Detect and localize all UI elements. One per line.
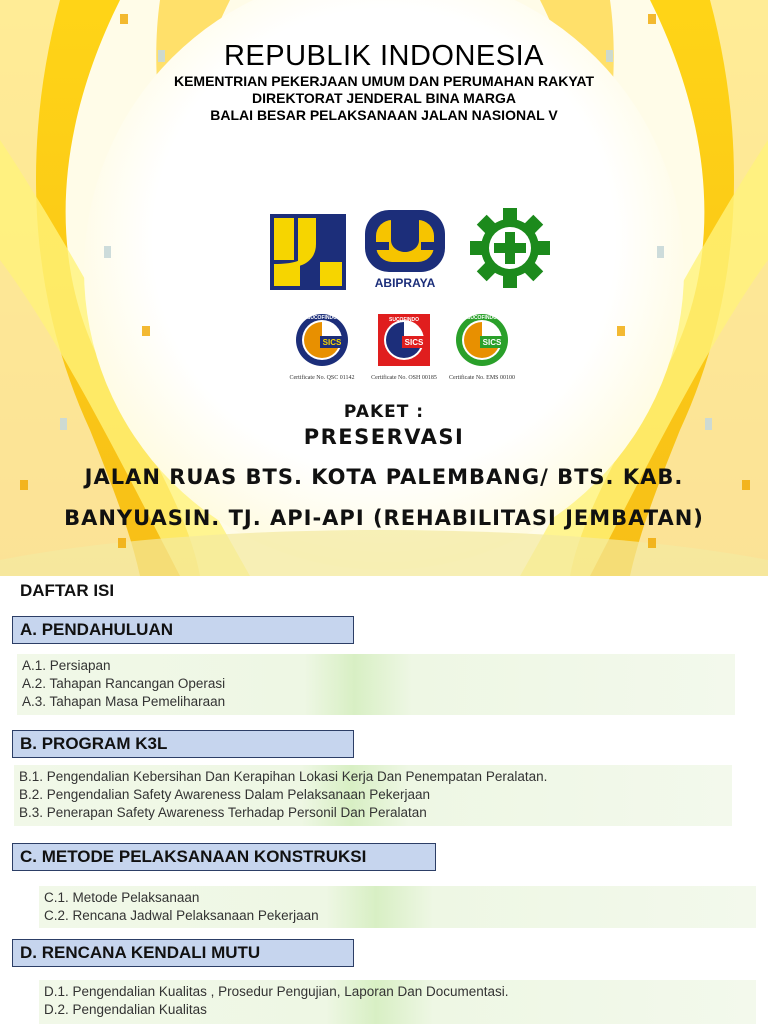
certificate-qsc: [282, 312, 362, 381]
list-item: A.1. Persiapan: [22, 658, 111, 673]
abipraya-logo-icon: [361, 208, 449, 292]
package-route-line-1: JALAN RUAS BTS. KOTA PALEMBANG/ BTS. KAB.: [84, 465, 684, 489]
office-line: BALAI BESAR PELAKSANAAN JALAN NASIONAL V: [210, 107, 558, 123]
abipraya-wordmark: ABIPRAYA: [374, 276, 436, 290]
ministry-line: KEMENTRIAN PEKERJAAN UMUM DAN PERUMAHAN RAKYAT: [173, 73, 594, 89]
list-item: D.2. Pengendalian Kualitas: [44, 1002, 207, 1017]
list-item: D.1. Pengendalian Kualitas , Prosedur Pengujian, Laporan Dan Documentasi.: [44, 984, 509, 999]
list-item: A.2. Tahapan Rancangan Operasi: [22, 676, 226, 691]
certificate-caption: Certificate No. QSC 01142: [289, 375, 355, 381]
svg-text:SUCOFINDO: SUCOFINDO: [307, 315, 337, 321]
certificate-osh: [364, 312, 444, 381]
section-heading-b: B. PROGRAM K3L: [12, 730, 354, 758]
directorate-line: DIREKTORAT JENDERAL BINA MARGA: [252, 90, 516, 106]
section-heading-a: A. PENDAHULUAN: [12, 616, 354, 644]
package-label: PAKET :: [343, 402, 425, 422]
package-name: PRESERVASI: [303, 425, 465, 449]
header-block: [0, 40, 768, 124]
svg-text:SUCOFINDO: SUCOFINDO: [467, 315, 497, 321]
k3-safety-gear-icon: [470, 208, 550, 288]
section-items-d: [39, 980, 756, 1024]
section-heading-c: C. METODE PELAKSANAAN KONSTRUKSI: [12, 843, 436, 871]
svg-text:SICS: SICS: [404, 338, 424, 347]
package-route-line-2: BANYUASIN. TJ. API-API (REHABILITASI JEMBATAN): [64, 506, 704, 530]
section-items-b: [14, 765, 732, 826]
list-item: A.3. Tahapan Masa Pemeliharaan: [22, 694, 226, 709]
svg-text:SUCOFINDO: SUCOFINDO: [389, 317, 419, 323]
list-item: C.2. Rencana Jadwal Pelaksanaan Pekerjaan: [44, 908, 319, 923]
country-title: REPUBLIK INDONESIA: [223, 40, 545, 72]
svg-text:SICS: SICS: [482, 338, 502, 347]
pu-logo-icon: [270, 214, 346, 290]
sics-badge-icon: [374, 312, 434, 368]
section-heading-d: D. RENCANA KENDALI MUTU: [12, 939, 354, 967]
certificate-caption: Certificate No. EMS 00100: [449, 375, 515, 381]
package-block: [0, 402, 768, 539]
section-items-c: [39, 886, 756, 928]
certificate-ems: [442, 312, 522, 381]
toc-title: DAFTAR ISI: [20, 581, 115, 600]
list-item: B.1. Pengendalian Kebersihan Dan Kerapihan Lokasi Kerja Dan Penempatan Peralatan.: [19, 769, 548, 784]
list-item: B.2. Pengendalian Safety Awareness Dalam Pelaksanaan Pekerjaan: [19, 787, 431, 802]
sics-badge-icon: [452, 312, 512, 368]
certificate-caption: Certificate No. OSH 00185: [371, 375, 437, 381]
list-item: C.1. Metode Pelaksanaan: [44, 890, 200, 905]
svg-text:SICS: SICS: [322, 338, 342, 347]
section-items-a: [17, 654, 735, 715]
list-item: B.3. Penerapan Safety Awareness Terhadap Personil Dan Peralatan: [19, 805, 427, 820]
sics-badge-icon: [292, 312, 352, 368]
